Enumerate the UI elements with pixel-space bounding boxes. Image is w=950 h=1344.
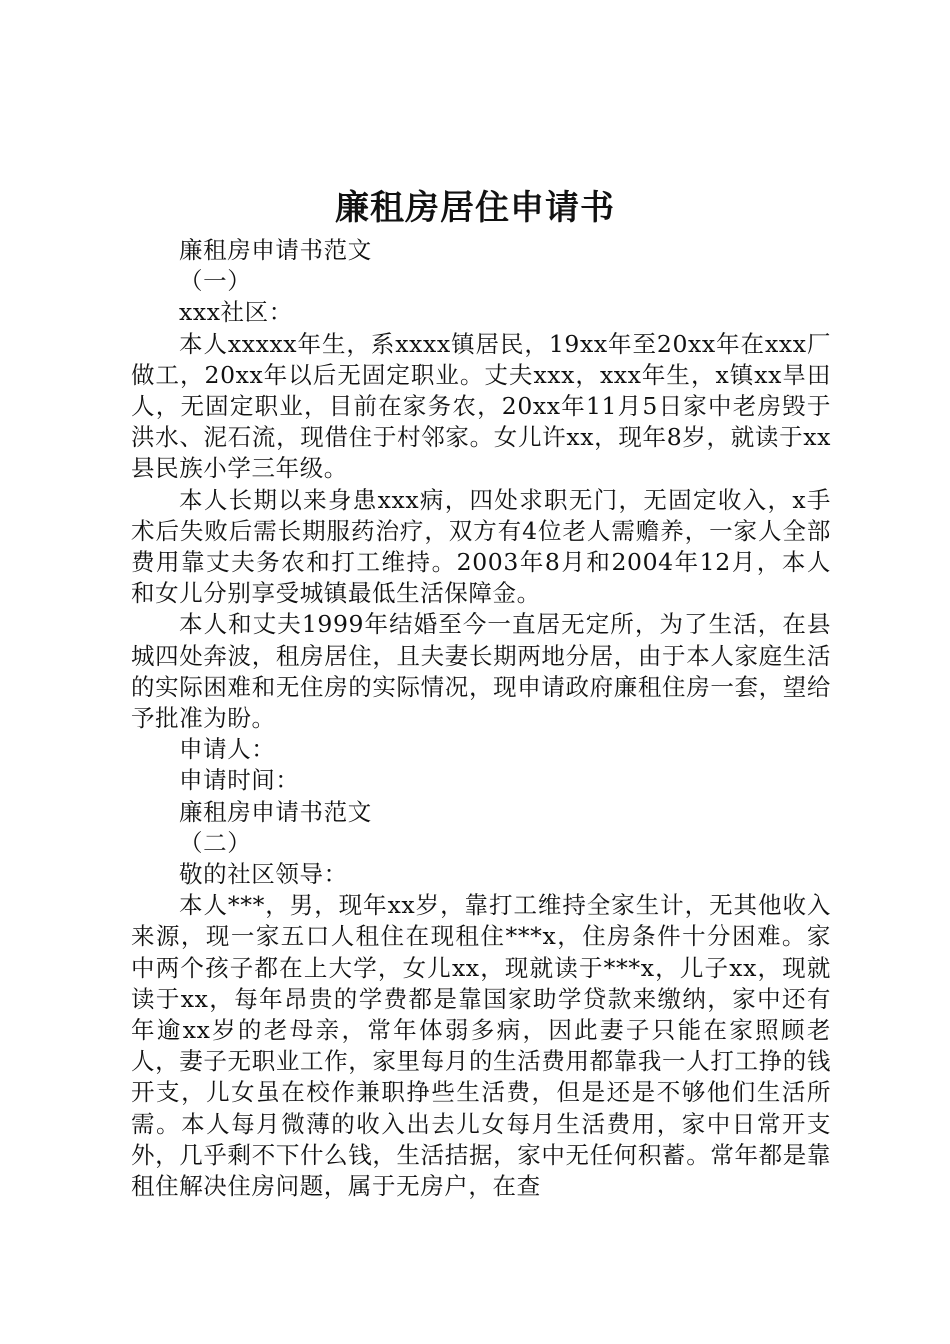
body-paragraph: 本人和丈夫1999年结婚至今一直居无定所，为了生活，在县城四处奔波，租房居住，且夫妻长期两地分居，由于本人家庭生活的实际困难和无住房的实际情况，现申请政府廉租住房一套，望给予批准为盼。 [131, 610, 831, 733]
applicant-label: 申请人： [179, 735, 276, 764]
document-body [131, 235, 831, 1202]
section-number: （二） [179, 828, 252, 857]
document-title: 廉租房居住申请书 [335, 188, 615, 228]
application-date-label: 申请时间： [179, 766, 300, 795]
section-number: （一） [179, 267, 252, 296]
salutation: 敬的社区领导： [179, 860, 348, 889]
salutation: xxx社区： [179, 298, 293, 327]
body-paragraph: 本人长期以来身患xxx病，四处求职无门，无固定收入，x手术后失败后需长期服药治疗，双方有4位老人需赡养，一家人全部费用靠丈夫务农和打工维持。2003年8月和2004年12月，本人和女儿分别享受城镇最低生活保障金。 [131, 485, 831, 608]
body-paragraph: 本人xxxxx年生，系xxxx镇居民，19xx年至20xx年在xxx厂做工，20xx年以后无固定职业。丈夫xxx，xxx年生，x镇xx旱田人，无固定职业，目前在家务农，20xx年11月5日家中老房毁于洪水、泥石流，现借住于村邻家。女儿许xx，现年8岁，就读于xx县民族小学三年级。 [131, 329, 831, 483]
section-heading: 廉租房申请书范文 [179, 236, 372, 264]
body-paragraph: 本人***，男，现年xx岁，靠打工维持全家生计，无其他收入来源，现一家五口人租住在现租住***x，住房条件十分困难。家中两个孩子都在上大学，女儿xx，现就读于***x，儿子xx，现就读于xx，每年昂贵的学费都是靠国家助学贷款来缴纳，家中还有年逾xx岁的老母亲，常年体弱多病，因此妻子只能在家照顾老人，妻子无职业工作，家里每月的生活费用都靠我一人打工挣的钱开支，儿女虽在校作兼职挣些生活费，但是还是不够他们生活所需。本人每月微薄的收入出去儿女每月生活费用，家中日常开支外，几乎剩不下什么钱，生活拮据，家中无任何积蓄。常年都是靠租住解决住房问题，属于无房户，在查 [131, 891, 831, 1201]
section-heading: 廉租房申请书范文 [179, 797, 372, 826]
